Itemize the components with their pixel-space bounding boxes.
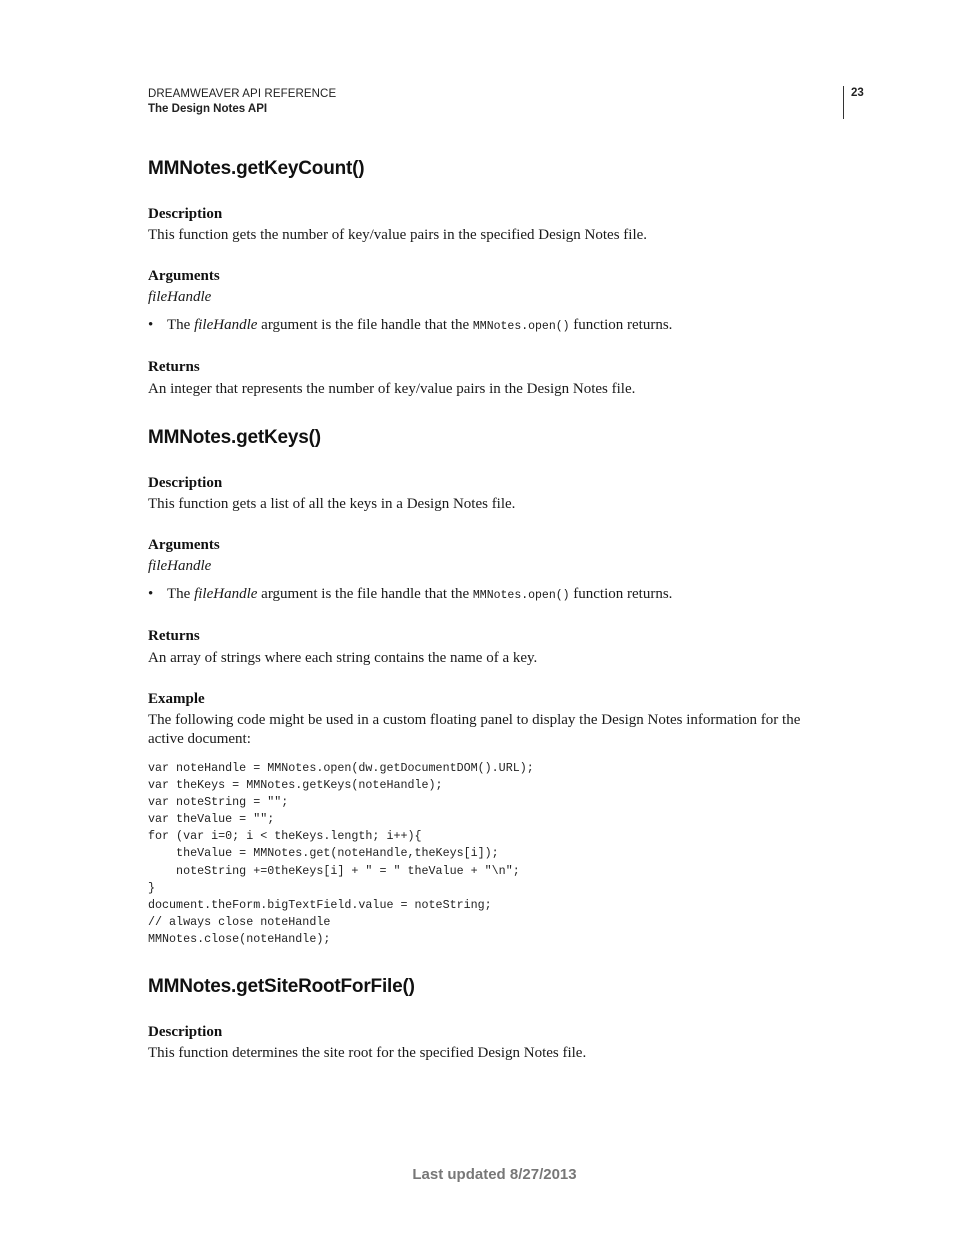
- argument-name: fileHandle: [148, 289, 212, 305]
- arguments-heading: Arguments: [148, 537, 220, 553]
- example-intro: The following code might be used in a custom floating panel to display the Design Notes information for the active document:: [148, 712, 801, 747]
- book-title: DREAMWEAVER API REFERENCE: [148, 88, 337, 100]
- returns-heading: Returns: [148, 359, 200, 375]
- page-number: 23: [851, 87, 864, 99]
- example-heading: Example: [148, 691, 205, 707]
- section-title-getkeys: MMNotes.getKeys(): [148, 427, 321, 448]
- bullet-text: The fileHandle argument is the file handle that the MMNotes.open() function returns.: [167, 586, 673, 602]
- returns-text: An array of strings where each string contains the name of a key.: [148, 650, 538, 666]
- bullet-mark: •: [148, 586, 154, 602]
- footer: [0, 1166, 954, 1183]
- description-heading: Description: [148, 475, 223, 491]
- chapter-title: The Design Notes API: [148, 103, 268, 115]
- description-heading: Description: [148, 206, 223, 222]
- argument-name: fileHandle: [148, 558, 212, 574]
- header-divider: [843, 86, 844, 119]
- description-heading: Description: [148, 1024, 223, 1040]
- last-updated: Last updated 8/27/2013: [412, 1166, 577, 1183]
- bullet-mark: •: [148, 317, 154, 333]
- returns-text: An integer that represents the number of key/value pairs in the Design Notes file.: [148, 381, 636, 397]
- returns-heading: Returns: [148, 628, 200, 644]
- description-text: This function determines the site root for the specified Design Notes file.: [148, 1045, 587, 1061]
- bullet-text: The fileHandle argument is the file handle that the MMNotes.open() function returns.: [167, 317, 673, 333]
- description-text: This function gets a list of all the keys in a Design Notes file.: [148, 496, 516, 512]
- section-title-getsiterootforfile: MMNotes.getSiteRootForFile(): [148, 976, 415, 997]
- section-title-getkeycount: MMNotes.getKeyCount(): [148, 158, 365, 179]
- description-text: This function gets the number of key/value pairs in the specified Design Notes file.: [148, 227, 648, 243]
- arguments-heading: Arguments: [148, 268, 220, 284]
- code-example: var noteHandle = MMNotes.open(dw.getDocumentDOM().URL); var theKeys = MMNotes.getKeys(noteHandle); var noteString = ""; var theValue = ""; for (var i=0; i < theKeys.length; i++){ theValue = MMNotes.get(noteHandle,theKeys[i]); noteString +=0theKeys[i] + " = " theValue + "\n"; } document.theForm.bigTextField.value = noteString; // always close noteHandle MMNotes.close(noteHandle);: [148, 761, 534, 946]
